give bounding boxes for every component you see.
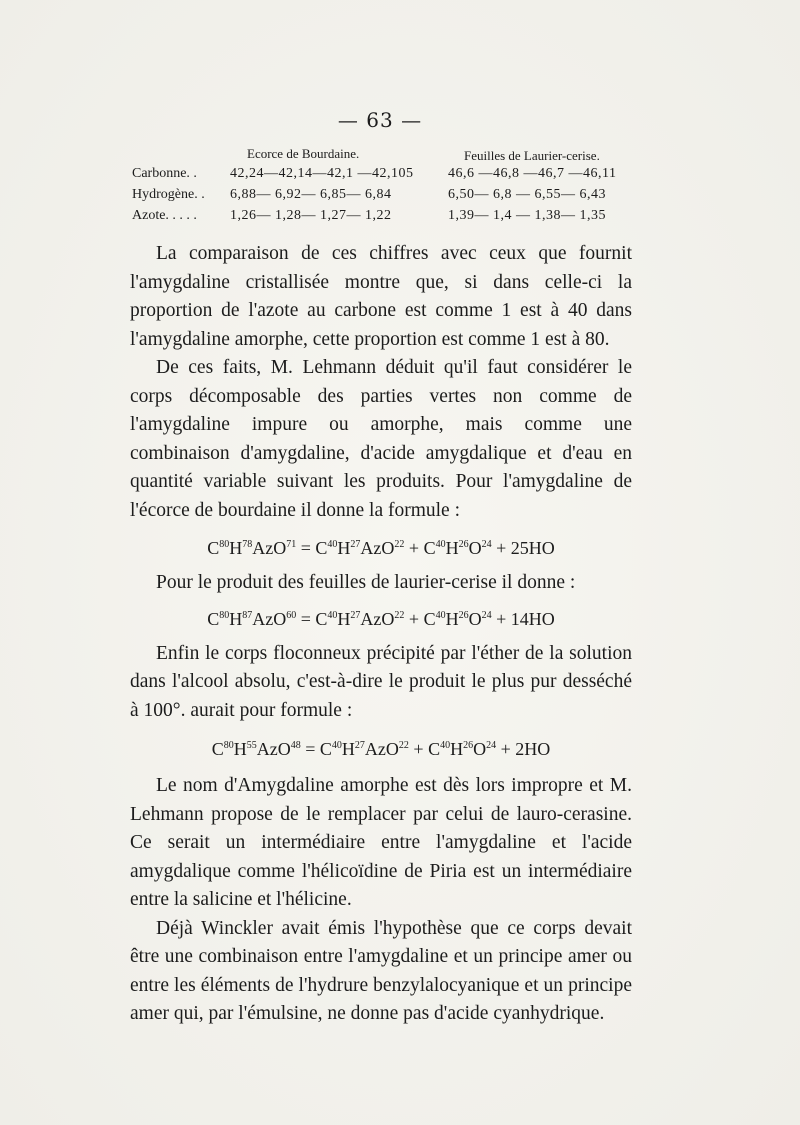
row-label: Hydrogène. .: [132, 187, 205, 202]
table-row: [132, 164, 642, 185]
formula-laurier-cerise: $C^{80}H^{87}AzO^{60} = C^{40}H^{27}AzO^{22} + C^{40}H^{26}O^{24} + 14HO$: [207, 608, 555, 629]
row-values-bourdaine: 6,88— 6,92— 6,85— 6,84: [230, 187, 392, 202]
row-values-laurier: 6,50— 6,8 — 6,55— 6,43: [448, 187, 606, 202]
paragraph: De ces faits, M. Lehmann déduit qu'il faut considérer le corps décomposable des parties vertes non comme de l'amygdaline impure ou amorphe, mais comme une combinaison d'amygdaline, d'acide amygdalique et d'eau en quantité variable suivant les produits. Pour l'amygdaline de l'écorce de bourdaine il donne la formule :: [130, 357, 632, 521]
page-number: — 63 —: [337, 108, 423, 132]
row-values-laurier: 1,39— 1,4 — 1,38— 1,35: [448, 208, 606, 223]
paragraph: Enfin le corps floconneux précipité par l'éther de la solution dans l'alcool absolu, c'est-à-dire le produit le plus pur desséché à 100°. aurait pour formule :: [130, 642, 632, 721]
body-text: [130, 240, 632, 1029]
row-label: Azote. . . . .: [132, 208, 197, 223]
row-values-bourdaine: 1,26— 1,28— 1,27— 1,22: [230, 208, 392, 223]
analysis-table: [132, 138, 642, 227]
row-label: Carbonne. .: [132, 166, 197, 181]
table-row: [132, 206, 642, 227]
table-row: [132, 185, 642, 206]
row-values-bourdaine: 42,24—42,14—42,1 —42,105: [230, 166, 414, 181]
header-bourdaine: Ecorce de Bourdaine.: [247, 146, 360, 161]
header-laurier-cerise: Feuilles de Laurier-cerise.: [464, 148, 600, 163]
paragraph: Déjà Winckler avait émis l'hypothèse que ce corps devait être une combinaison entre l'amygdaline et un principe amer ou entre les éléments de l'hydrure benzylalocyanique et un principe amer qui, par l'émulsine, ne donne pas d'acide cyanhydrique.: [130, 917, 632, 1024]
paragraph: Le nom d'Amygdaline amorphe est dès lors impropre et M. Lehmann propose de le remplacer par celui de lauro-cerasine. Ce serait un intermédiaire entre l'amygdaline et l'acide amygdalique comme l'hélicoïdine de Piria est un intermédiaire entre la salicine et l'hélicine.: [130, 775, 632, 910]
paragraph: La comparaison de ces chiffres avec ceux que fournit l'amygdaline cristallisée montre que, si dans celle-ci la proportion de l'azote au carbone est comme 1 est à 40 dans l'amygdaline amorphe, cette proportion est comme 1 est à 80.: [130, 243, 632, 350]
table-header: [132, 138, 642, 164]
paragraph: Pour le produit des feuilles de laurier-cerise il donne :: [156, 572, 576, 593]
formula-floconneux: $C^{80}H^{55}AzO^{48} = C^{40}H^{27}AzO^{22} + C^{40}H^{26}O^{24} + 2HO$: [211, 739, 551, 759]
formula-bourdaine: $C^{80}H^{78}AzO^{71} = C^{40}H^{27}AzO^{22} + C^{40}H^{26}O^{24} + 25HO$: [207, 538, 555, 558]
row-values-laurier: 46,6 —46,8 —46,7 —46,11: [448, 166, 617, 181]
